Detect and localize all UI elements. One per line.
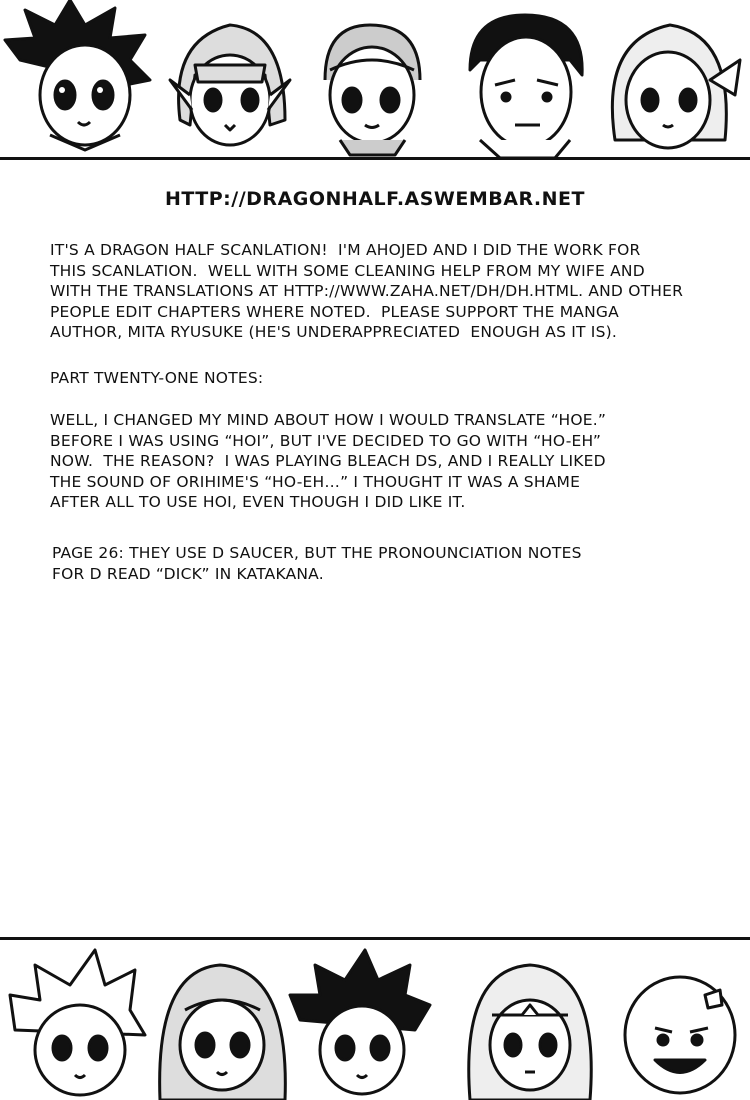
intro-paragraph (50, 240, 710, 343)
page-note-line: FOR D READ “DICK” IN KATAKANA. (52, 564, 324, 583)
header-character-strip (0, 0, 750, 160)
intro-line: THIS SCANLATION. WELL WITH SOME CLEANING HELP FROM MY WIFE AND (50, 261, 645, 280)
note-line: AFTER ALL TO USE HOI, EVEN THOUGH I DID LIKE IT. (50, 493, 466, 511)
notes-heading (50, 368, 710, 389)
spiky-hair-girl-face-icon (5, 0, 150, 150)
note-line: BEFORE I WAS USING “HOI”, BUT I'VE DECIDED TO GO WITH “HO-EH” (50, 431, 602, 450)
notes-page (0, 160, 750, 937)
intro-line: PEOPLE EDIT CHAPTERS WHERE NOTED. PLEASE SUPPORT THE MANGA (50, 302, 619, 321)
note-line: NOW. THE REASON? I WAS PLAYING BLEACH DS, AND I REALLY LIKED (50, 452, 606, 470)
spiky-blond-boy-face-icon (10, 950, 145, 1095)
long-hair-girl-face-icon (160, 965, 286, 1100)
elf-girl-face-icon (170, 25, 290, 145)
ribbon-girl-face-icon (612, 25, 740, 148)
notes-heading-text: PART TWENTY-ONE NOTES: (50, 369, 264, 387)
intro-line: IT'S A DRAGON HALF SCANLATION! I'M AHOJED AND I DID THE WORK FOR (50, 241, 641, 259)
circlet-elf-face-icon (469, 965, 592, 1100)
footer-character-strip (0, 940, 750, 1100)
note-line: THE SOUND OF ORIHIME'S “HO-EH…” I THOUGHT IT WAS A SHAME (50, 472, 581, 491)
bald-man-face-icon (625, 977, 735, 1093)
note-line: WELL, I CHANGED MY MIND ABOUT HOW I WOULD TRANSLATE “HOE.” (50, 411, 607, 429)
page-note-line: PAGE 26: THEY USE D SAUCER, BUT THE PRONOUNCIATION NOTES (52, 544, 582, 562)
man-face-icon (470, 15, 582, 158)
page-note-paragraph (52, 543, 712, 584)
site-url: HTTP://DRAGONHALF.ASWEMBAR.NET (165, 188, 585, 210)
spiky-hair-girl-face-icon (290, 950, 430, 1094)
notes-paragraph (50, 410, 710, 513)
helmet-girl-face-icon (325, 25, 420, 155)
intro-line: AUTHOR, MITA RYUSUKE (HE'S UNDERAPPRECIATED ENOUGH AS IT IS). (50, 323, 617, 341)
intro-line: WITH THE TRANSLATIONS AT HTTP://WWW.ZAHA.NET/DH/DH.HTML. AND OTHER (50, 282, 684, 300)
